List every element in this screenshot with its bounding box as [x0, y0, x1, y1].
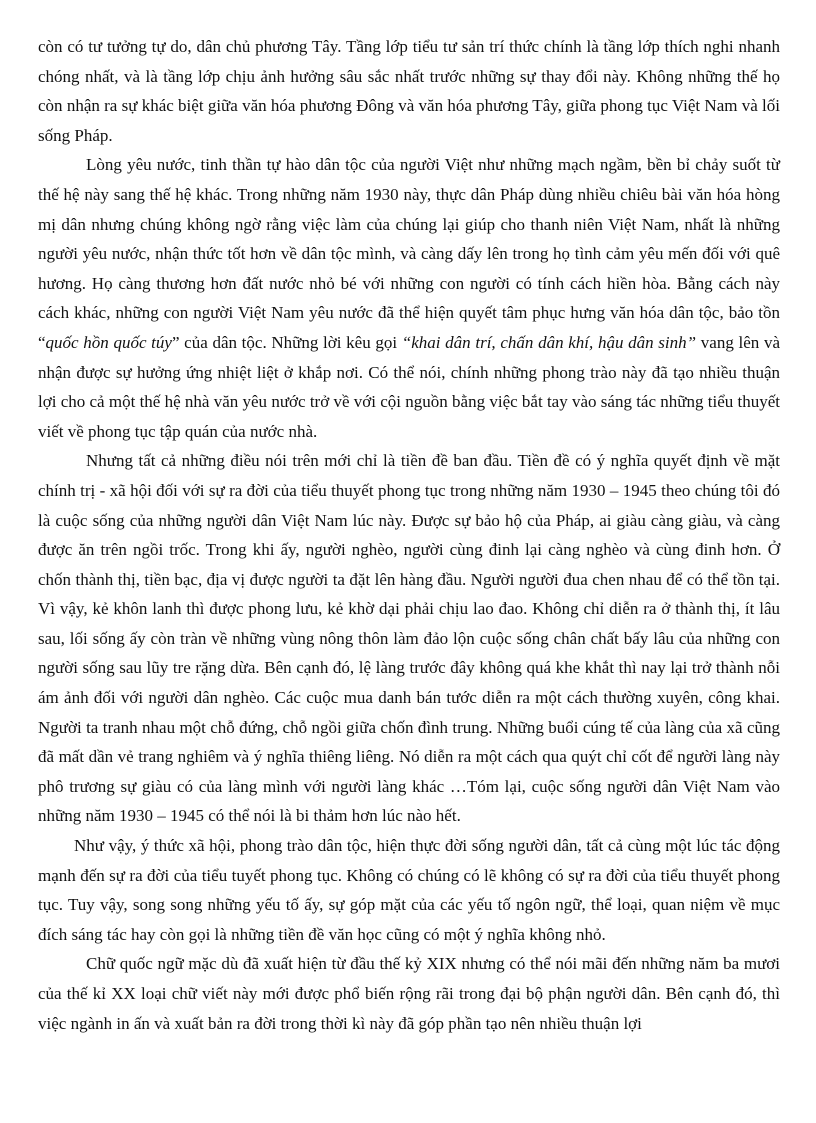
- paragraph-1: còn có tư tưởng tự do, dân chủ phương Tây. Tầng lớp tiểu tư sản trí thức chính là tầng lớp thích nghi nhanh chóng nhất, và là tầng lớp chịu ảnh hưởng sâu sắc nhất trước những sự thay đổi này. Không những thế họ còn nhận ra sự khác biệt giữa văn hóa phương Đông và văn hóa phương Tây, giữa phong tục Việt Nam và lối sống Pháp.: [38, 37, 780, 145]
- paragraph-3: Nhưng tất cả những điều nói trên mới chỉ là tiền đề ban đầu. Tiền đề có ý nghĩa quyết định về mặt chính trị - xã hội đối với sự ra đời của tiểu thuyết phong tục trong những năm 1930 – 1945 theo chúng tôi đó là cuộc sống của những người dân Việt Nam lúc này. Được sự bảo hộ của Pháp, ai giàu càng giàu, và càng được ăn trên ngồi trốc. Trong khi ấy, người nghèo, người cùng đinh lại càng nghèo và cùng đinh hơn. Ở chốn thành thị, tiền bạc, địa vị được người ta đặt lên hàng đầu. Người người đua chen nhau để có thể tồn tại. Vì vậy, kẻ khôn lanh thì được phong lưu, kẻ khờ dại phải chịu lao đao. Không chỉ diễn ra ở thành thị, ít lâu sau, lối sống ấy còn tràn về những vùng nông thôn làm đảo lộn cuộc sống chân chất bấy lâu của những con người sống sau lũy tre rặng dừa. Bên cạnh đó, lệ làng trước đây không quá khe khắt thì nay lại trở thành nỗi ám ảnh đối với người dân nghèo. Các cuộc mua danh bán tước diễn ra một cách thường xuyên, công khai. Người ta tranh nhau một chỗ đứng, chỗ ngồi giữa chốn đình trung. Những buổi cúng tế của làng của xã cũng đã mất dần vẻ trang nghiêm và ý nghĩa thiêng liêng. Nó diễn ra một cách qua quýt chỉ cốt để người làng này phô trương sự giàu có của làng mình với người làng khác …Tóm lại, cuộc sống người dân Việt Nam vào những năm 1930 – 1945 có thể nói là bi thảm hơn lúc nào hết.: [38, 451, 780, 826]
- italic-phrase-quoc-hon: quốc hồn quốc túy: [45, 332, 172, 352]
- paragraph-2-text-1: Lòng yêu nước, tinh thần tự hào dân tộc của người Việt như những mạch ngầm, bền bỉ chảy suốt từ thế hệ này sang thế hệ khác. Trong những năm 1930 này, thực dân Pháp dùng nhiều chiêu bài văn hóa hòng mị dân nhưng chúng không ngờ rằng việc làm của chúng lại giúp cho thanh niên Việt Nam, nhất là những người yêu nước, nhận thức tốt hơn về dân tộc mình, và càng dấy lên trong họ tình cảm yêu mến đối với quê hương. Họ càng thương hơn đất nước nhỏ bé với những con người có tính cách hiền hòa. Bằng cách này cách khác, những con người Việt Nam yêu nước đã thể hiện quyết tâm phục hưng văn hóa dân tộc, bảo tồn “: [38, 155, 780, 352]
- document-page: [38, 32, 780, 1038]
- paragraph-2: [38, 150, 780, 446]
- paragraph-2-text-3: vang lên và nhận được sự hưởng ứng nhiệt liệt ở khắp nơi. Có thể nói, chính những phong trào này đã tạo nhiều thuận lợi cho cả một thế hệ nhà văn yêu nước trở về với cội nguồn bằng việc bắt tay vào sáng tác những tiểu thuyết viết về phong tục tập quán của nước nhà.: [38, 332, 781, 441]
- paragraph-5: Chữ quốc ngữ mặc dù đã xuất hiện từ đầu thế kỷ XIX nhưng có thể nói mãi đến những năm ba mươi của thế kỉ XX loại chữ viết này mới được phổ biến rộng rãi trong đại bộ phận người dân. Bên cạnh đó, thì việc ngành in ấn và xuất bản ra đời trong thời kì này đã góp phần tạo nên nhiều thuận lợi: [38, 954, 780, 1033]
- italic-phrase-khai-dan-tri: “khai dân trí, chấn dân khí, hậu dân sinh”: [401, 332, 697, 352]
- paragraph-4: Như vậy, ý thức xã hội, phong trào dân tộc, hiện thực đời sống người dân, tất cả cùng một lúc tác động mạnh đến sự ra đời của tiểu tuyết phong tục. Không có chúng có lẽ không có sự ra đời của tiểu thuyết phong tục. Tuy vậy, song song những yếu tố ấy, sự góp mặt của các yếu tố ngôn ngữ, thể loại, quan niệm về mục đích sáng tác hay còn gọi là những tiền đề văn học cũng có một ý nghĩa không nhỏ.: [38, 836, 780, 944]
- paragraph-2-text-2: ” của dân tộc. Những lời kêu gọi: [171, 332, 402, 352]
